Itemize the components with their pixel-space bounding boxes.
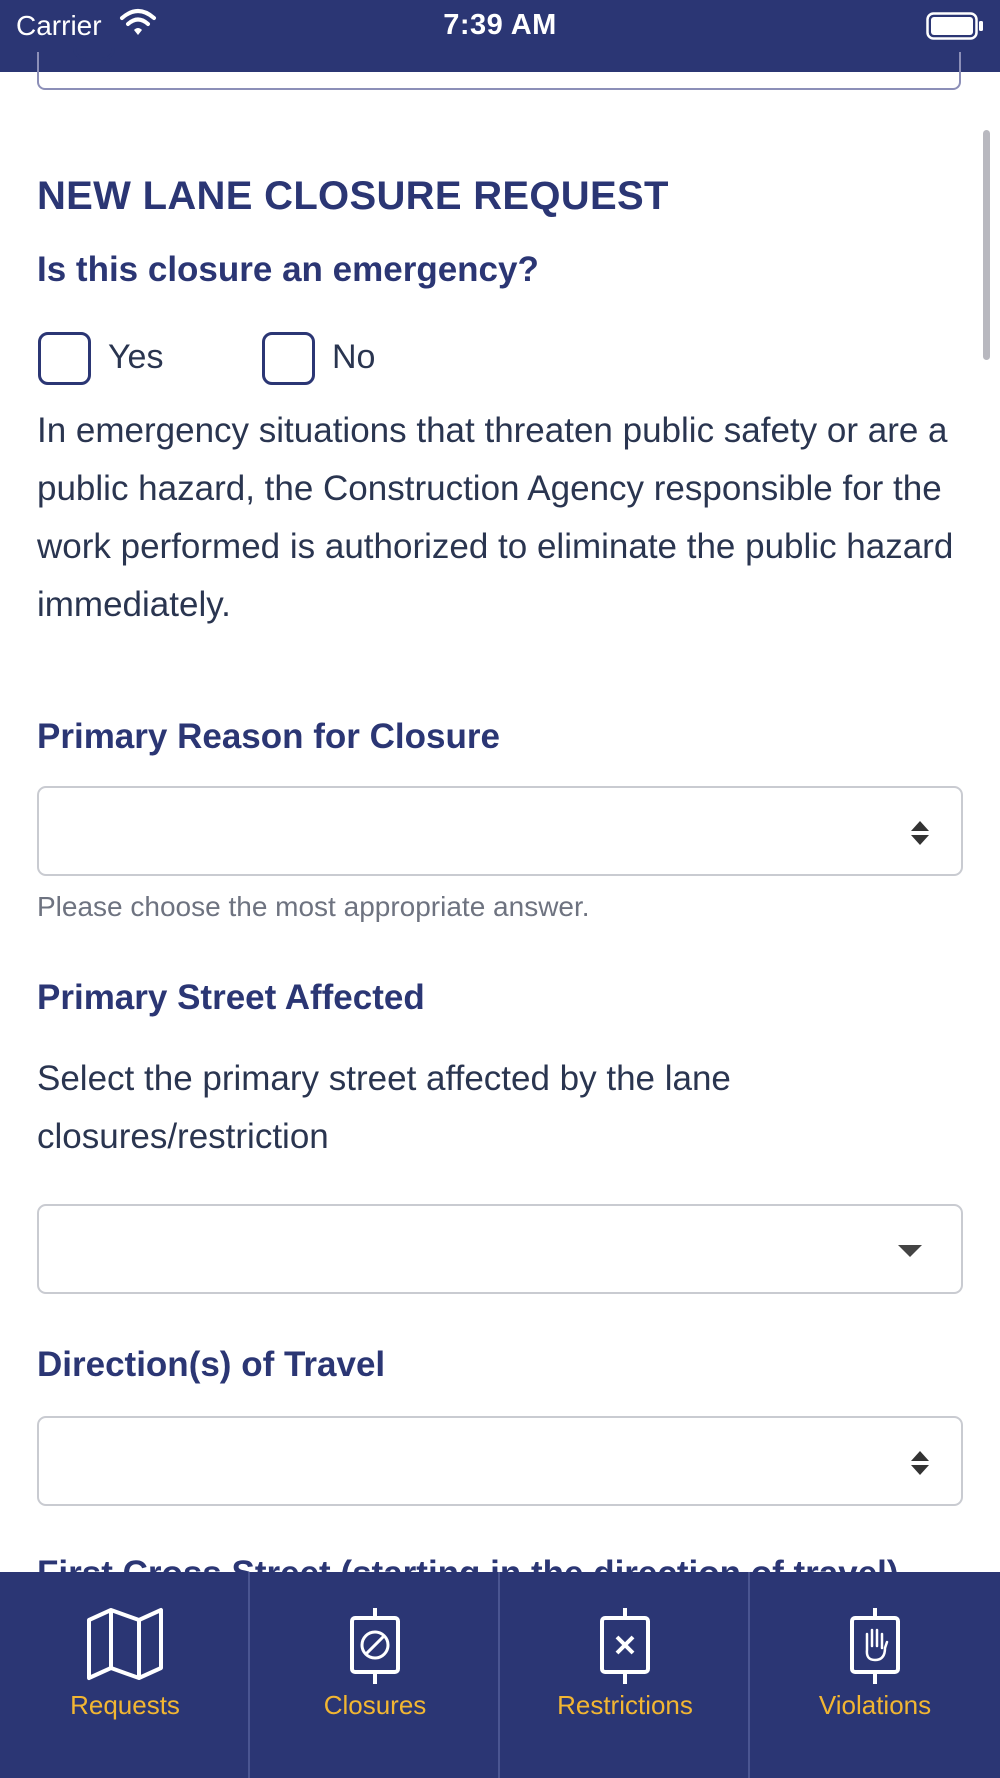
emergency-yes-label: Yes [108, 338, 164, 376]
emergency-note: In emergency situations that threaten public safety or are a public hazard, the Construction Agency responsible for the work performed is authorized to eliminate the public hazard immediately. [37, 411, 954, 624]
status-time: 7:39 AM [443, 9, 557, 41]
reason-hint: Please choose the most appropriate answer. [37, 891, 590, 922]
direction-select[interactable] [37, 1416, 963, 1506]
reason-label: Primary Reason for Closure [37, 717, 500, 756]
tab-requests-label: Requests [70, 1690, 180, 1720]
emergency-question: Is this closure an emergency? [37, 250, 539, 289]
reason-select[interactable] [37, 786, 963, 876]
form-title: NEW LANE CLOSURE REQUEST [37, 174, 669, 218]
tab-restrictions-label: Restrictions [557, 1690, 693, 1720]
emergency-no-label: No [332, 338, 376, 376]
restriction-sign-icon [500, 1606, 750, 1691]
direction-label: Direction(s) of Travel [37, 1345, 386, 1384]
tab-violations[interactable] [750, 1572, 1000, 1778]
closure-sign-icon [250, 1606, 500, 1691]
carrier-label: Carrier [16, 10, 102, 41]
tab-restrictions[interactable] [500, 1572, 750, 1778]
emergency-no-checkbox[interactable] [262, 332, 315, 385]
emergency-yes-checkbox[interactable] [38, 332, 91, 385]
tab-closures-label: Closures [323, 1690, 427, 1720]
previous-field[interactable] [37, 52, 961, 90]
street-dropdown[interactable] [37, 1204, 963, 1294]
scrollbar[interactable] [983, 130, 990, 360]
street-description: Select the primary street affected by the lane closures/restriction [37, 1059, 731, 1156]
map-icon [0, 1606, 250, 1687]
select-arrows-icon [909, 1449, 931, 1482]
form-scroll-area[interactable] [0, 72, 1000, 1572]
chevron-down-icon [897, 1244, 923, 1263]
tab-requests[interactable] [0, 1572, 250, 1778]
street-label: Primary Street Affected [37, 978, 425, 1017]
select-arrows-icon [909, 819, 931, 852]
violation-hand-icon [750, 1606, 1000, 1691]
battery-icon [926, 12, 984, 45]
tab-bar [0, 1572, 1000, 1778]
tab-closures[interactable] [250, 1572, 500, 1778]
tab-violations-label: Violations [818, 1690, 932, 1720]
previous-field-icon [73, 48, 115, 61]
